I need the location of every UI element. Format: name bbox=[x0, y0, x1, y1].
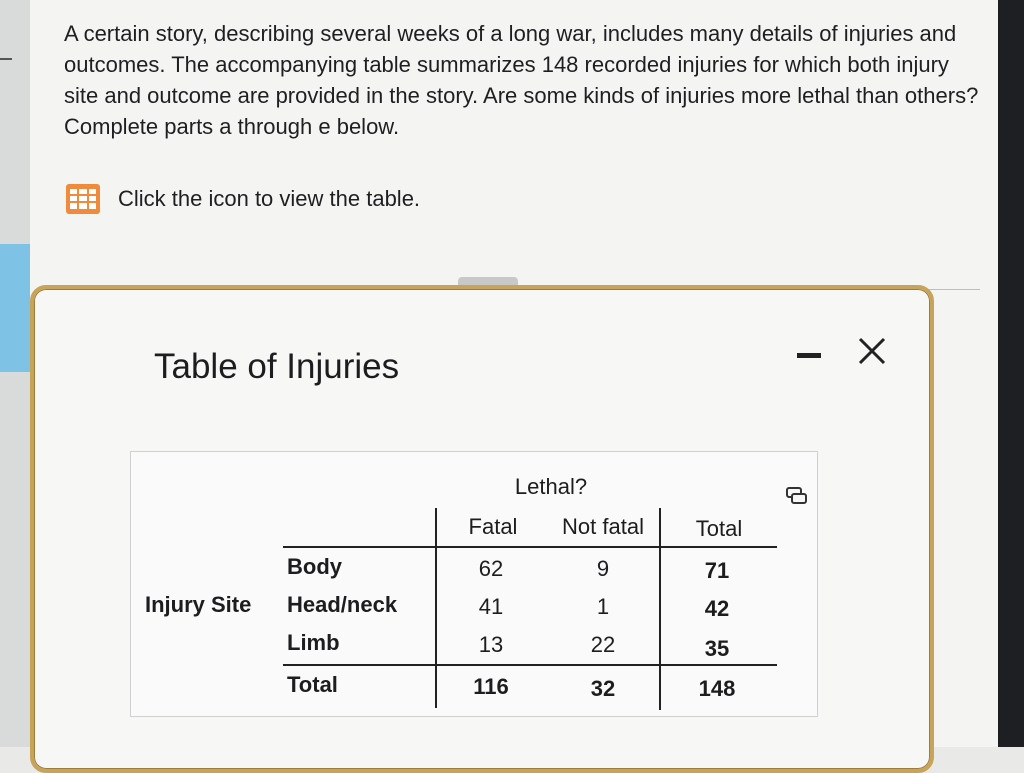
table-group-header: Lethal? bbox=[514, 474, 588, 499]
table-cell: 116 bbox=[473, 674, 509, 699]
table-cell: 13 bbox=[478, 632, 504, 657]
left-tick-mark bbox=[0, 58, 12, 60]
row-group-label: Injury Site bbox=[145, 592, 252, 617]
view-table-link-label[interactable]: Click the icon to view the table. bbox=[118, 186, 421, 211]
table-cell: 42 bbox=[704, 596, 730, 621]
close-icon[interactable] bbox=[854, 333, 890, 369]
table-cell: 71 bbox=[704, 558, 730, 583]
table-cell: 35 bbox=[704, 636, 730, 661]
dialog-drag-handle[interactable] bbox=[458, 277, 518, 285]
column-header-total: Total bbox=[695, 516, 743, 541]
injury-table bbox=[130, 451, 818, 717]
vertical-rule-left bbox=[435, 508, 437, 708]
header-rule bbox=[283, 546, 777, 548]
table-cell: 62 bbox=[478, 556, 504, 581]
screen-right-edge bbox=[998, 0, 1024, 747]
view-table-row bbox=[66, 184, 420, 214]
table-cell: 41 bbox=[478, 594, 504, 619]
vertical-rule-right bbox=[659, 508, 661, 710]
table-cell: 148 bbox=[698, 676, 736, 701]
minimize-icon[interactable] bbox=[794, 343, 824, 373]
row-label-head-neck: Head/neck bbox=[287, 592, 398, 617]
copy-icon[interactable] bbox=[786, 487, 808, 505]
table-cell: 22 bbox=[590, 632, 616, 657]
row-label-total: Total bbox=[287, 672, 338, 697]
table-dialog bbox=[30, 285, 934, 773]
column-header-fatal: Fatal bbox=[468, 514, 518, 539]
table-cell: 32 bbox=[590, 676, 616, 701]
row-label-limb: Limb bbox=[287, 630, 340, 655]
table-grid-icon[interactable] bbox=[66, 184, 100, 214]
column-header-not-fatal: Not fatal bbox=[562, 514, 644, 539]
table-cell: 9 bbox=[596, 556, 610, 581]
total-rule bbox=[283, 664, 777, 666]
question-text: A certain story, describing several weeks of a long war, includes many details of injuries and outcomes. The accompanying table summarizes 148 recorded injuries for which both injury site and outcome are provided in the story. Are some kinds of injuries more lethal than others? Complete parts a through e below. bbox=[64, 21, 979, 139]
table-cell: 1 bbox=[596, 594, 610, 619]
dialog-title: Table of Injuries bbox=[154, 347, 400, 386]
row-label-body: Body bbox=[287, 554, 342, 579]
left-sidebar-strip bbox=[0, 0, 31, 747]
left-accent-bar bbox=[0, 244, 30, 372]
